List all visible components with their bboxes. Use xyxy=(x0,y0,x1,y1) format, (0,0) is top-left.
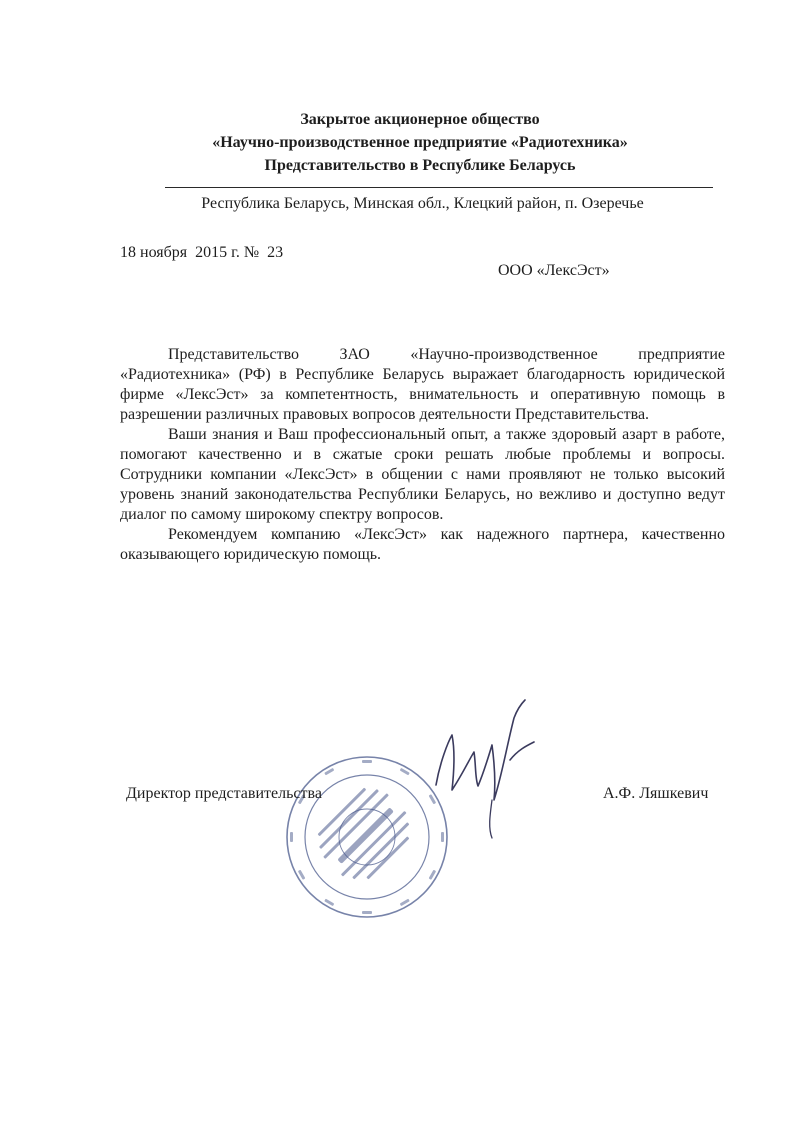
signatory-title: Директор представительства xyxy=(126,785,322,802)
handwritten-signature xyxy=(422,690,542,840)
letter-date-number: 18 ноября 2015 г. № 23 xyxy=(120,244,284,261)
company-type-line: Закрытое акционерное общество xyxy=(300,111,540,128)
company-name-line: «Научно-производственное предприятие «Радиотехника» xyxy=(212,134,628,151)
recipient: ООО «ЛексЭст» xyxy=(498,262,610,279)
company-address: Республика Беларусь, Минская обл., Клецкий район, п. Озеречье xyxy=(201,195,644,212)
representative-office-line: Представительство в Республике Беларусь xyxy=(264,157,576,174)
body-paragraph: Рекомендуем компанию «ЛексЭст» как надежного партнера, качественно оказывающего юридическую помощь. xyxy=(120,526,725,563)
body-paragraph: Представительство ЗАО «Научно-производственное предприятие «Радиотехника» (РФ) в Республике Беларусь выражает благодарность юридической фирме «ЛексЭст» за компетентность, внимательность и оперативную помощь в разрешении различных правовых вопросов деятельности Представительства. xyxy=(120,346,725,423)
body-paragraph: Ваши знания и Ваш профессиональный опыт, а также здоровый азарт в работе, помогают качественно и в сжатые сроки решать любые проблемы и вопросы. Сотрудники компании «ЛексЭст» в общении с нами проявляют не только высокий уровень знаний законодательства Республики Беларусь, но вежливо и доступно ведут диалог по самому широкому спектру вопросов. xyxy=(120,426,725,523)
letterhead-divider xyxy=(165,187,713,188)
letterhead xyxy=(120,108,720,177)
letter-body xyxy=(120,345,725,565)
signatory-name: А.Ф. Ляшкевич xyxy=(603,785,709,802)
